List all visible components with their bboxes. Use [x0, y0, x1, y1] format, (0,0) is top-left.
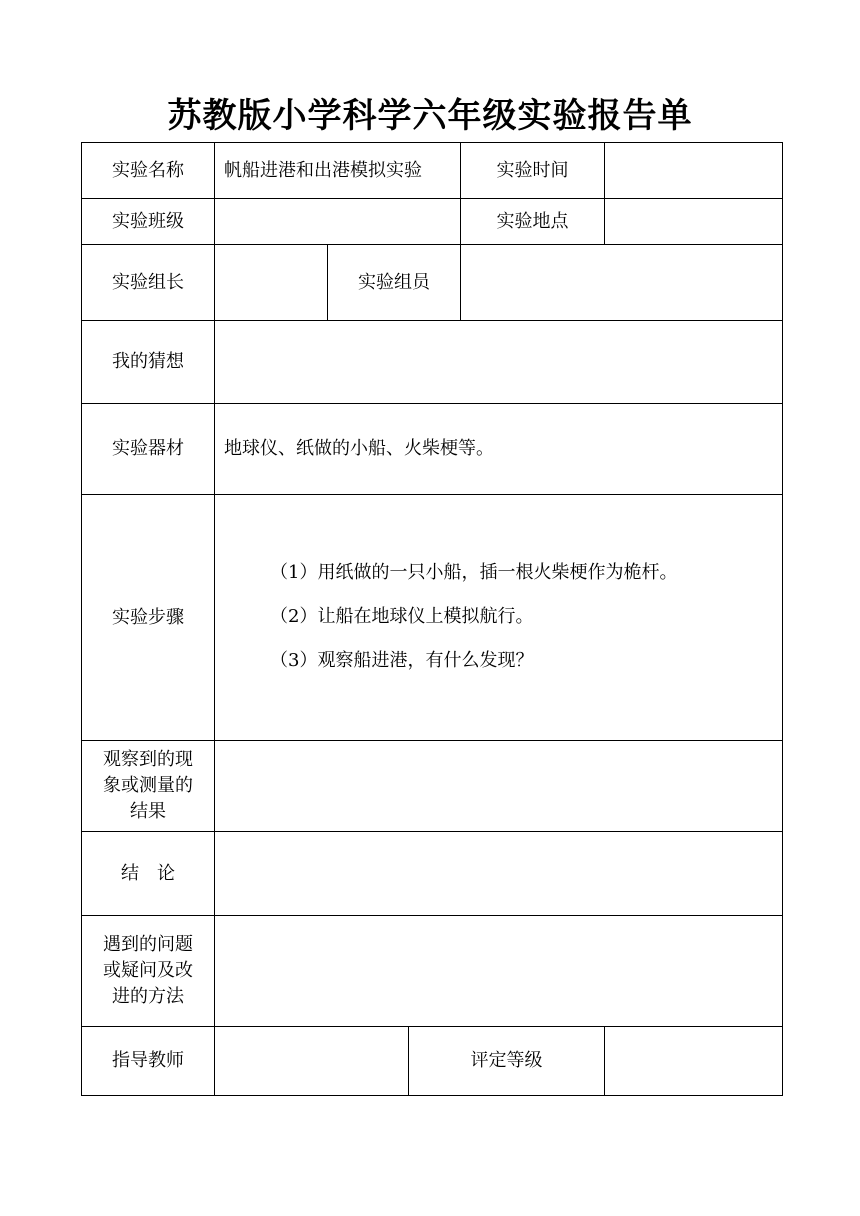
experiment-time-field[interactable] — [605, 143, 782, 198]
materials-value: 地球仪、纸做的小船、火柴梗等。 — [224, 438, 494, 459]
hypothesis-field[interactable] — [215, 321, 782, 403]
observation-label-line: 象或测量的 — [103, 775, 193, 796]
step-item: （2）让船在地球仪上模拟航行。 — [270, 606, 534, 627]
table-border-bottom — [81, 1095, 783, 1096]
materials-label: 实验器材 — [112, 438, 184, 459]
group-members-field[interactable] — [461, 245, 782, 320]
hypothesis-label: 我的猜想 — [112, 351, 184, 372]
experiment-time-label: 实验时间 — [496, 159, 569, 181]
teacher-label: 指导教师 — [112, 1050, 184, 1071]
steps-label: 实验步骤 — [112, 606, 184, 628]
group-leader-label: 实验组长 — [112, 271, 184, 293]
observation-label — [82, 741, 214, 831]
problems-label-line: 或疑问及改 — [103, 960, 193, 981]
group-members-label: 实验组员 — [358, 271, 430, 293]
page-title: 苏教版小学科学六年级实验报告单 — [167, 96, 693, 136]
conclusion-field[interactable] — [215, 832, 782, 915]
problems-label — [82, 916, 214, 1026]
experiment-place-field[interactable] — [605, 199, 782, 244]
experiment-name-value: 帆船进港和出港模拟实验 — [224, 159, 422, 181]
grade-label: 评定等级 — [470, 1050, 543, 1071]
group-leader-field[interactable] — [215, 245, 327, 320]
observation-label-line: 结果 — [130, 801, 166, 822]
grade-field[interactable] — [605, 1027, 782, 1095]
experiment-class-field[interactable] — [215, 199, 460, 244]
conclusion-label: 结 论 — [121, 862, 175, 884]
step-item: （1）用纸做的一只小船，插一根火柴梗作为桅杆。 — [270, 562, 678, 583]
problems-label-line: 遇到的问题 — [103, 934, 193, 955]
step-item: （3）观察船进港，有什么发现？ — [270, 650, 534, 671]
problems-field[interactable] — [215, 916, 782, 1026]
experiment-place-label: 实验地点 — [496, 210, 569, 232]
experiment-name-label: 实验名称 — [112, 159, 184, 181]
steps-list — [270, 560, 677, 692]
table-border-right — [782, 142, 783, 1096]
problems-label-line: 进的方法 — [112, 986, 184, 1007]
observation-field[interactable] — [215, 741, 782, 831]
teacher-field[interactable] — [215, 1027, 408, 1095]
experiment-class-label: 实验班级 — [112, 210, 184, 232]
observation-label-line: 观察到的现 — [103, 749, 193, 770]
